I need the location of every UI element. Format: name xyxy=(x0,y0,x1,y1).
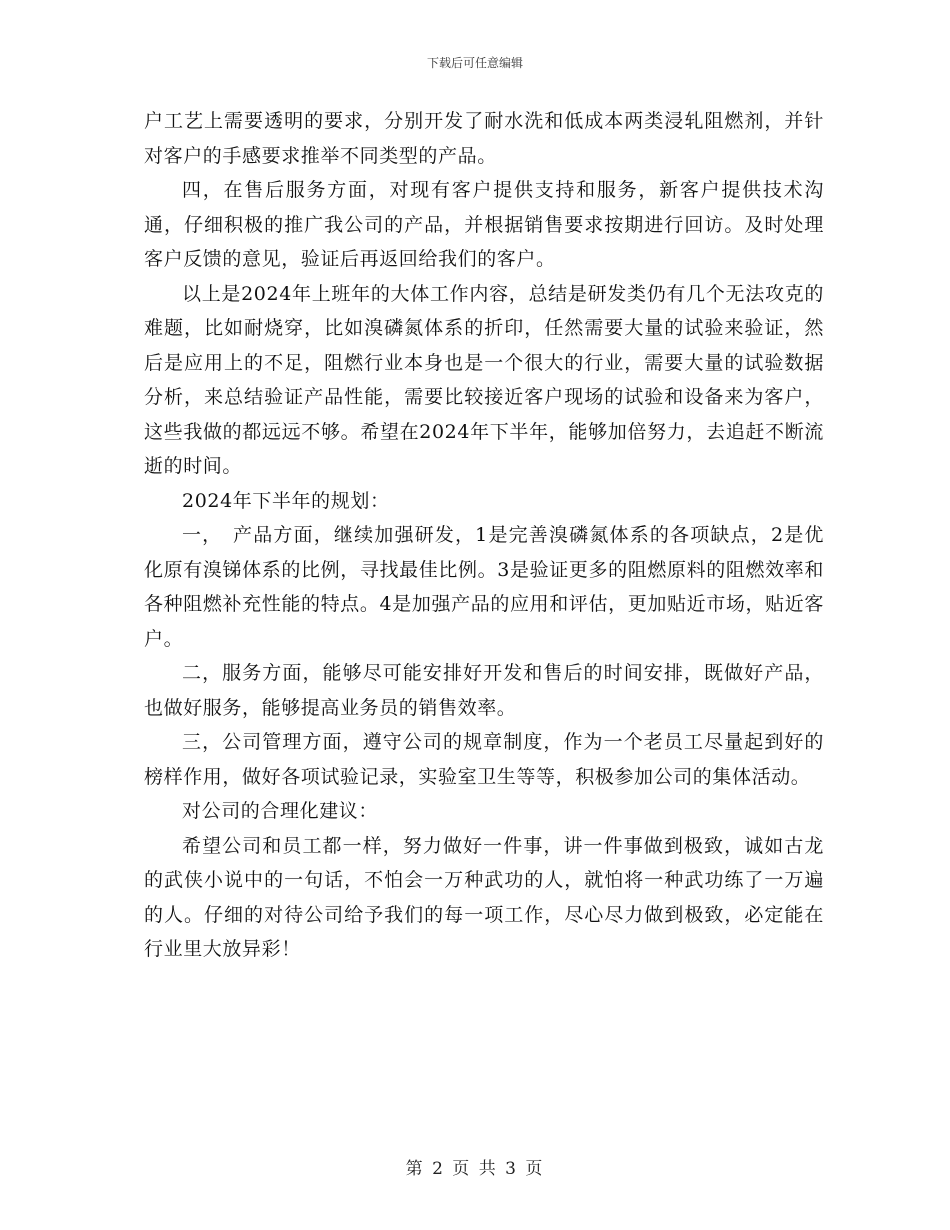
paragraph-1: 户工艺上需要透明的要求，分别开发了耐水洗和低成本两类浸轧阻燃剂，并针对客户的手感要求推举不同类型的产品。 xyxy=(144,110,824,167)
page-header: 下载后可任意编辑 xyxy=(426,56,523,70)
paragraph-2: 四，在售后服务方面，对现有客户提供支持和服务，新客户提供技术沟通，仔细积极的推广我公司的产品，并根据销售要求按期进行回访。及时处理客户反馈的意见，验证后再返回给我们的客户。 xyxy=(144,179,824,270)
document-body xyxy=(144,104,824,967)
paragraph-7: 三，公司管理方面，遵守公司的规章制度，作为一个老员工尽量起到好的榜样作用，做好各项试验记录，实验室卫生等等，积极参加公司的集体活动。 xyxy=(144,731,824,788)
paragraph-9: 希望公司和员工都一样，努力做好一件事，讲一件事做到极致，诚如古龙的武侠小说中的一句话，不怕会一万种武功的人，就怕将一种武功练了一万遍的人。仔细的对待公司给予我们的每一项工作，尽心尽力做到极致，必定能在行业里大放异彩！ xyxy=(144,834,824,960)
paragraph-4: 2024年下半年的规划： xyxy=(182,489,390,512)
paragraph-6: 二，服务方面，能够尽可能安排好开发和售后的时间安排，既做好产品，也做好服务，能够提高业务员的销售效率。 xyxy=(144,662,824,719)
paragraph-8: 对公司的合理化建议： xyxy=(182,800,379,822)
paragraph-3: 以上是2024年上班年的大体工作内容，总结是研发类仍有几个无法攻克的难题，比如耐烧穿，比如溴磷氮体系的折印，任然需要大量的试验来验证，然后是应用上的不足，阻燃行业本身也是一个很大的行业，需要大量的试验数据分析，来总结验证产品性能，需要比较接近客户现场的试验和设备来为客户，这些我做的都远远不够。希望在2024年下半年，能够加倍努力，去追赶不断流逝的时间。 xyxy=(144,282,824,477)
page-footer: 第 2 页 共 3 页 xyxy=(405,1159,545,1179)
paragraph-5: 一， 产品方面，继续加强研发，1是完善溴磷氮体系的各项缺点，2是优化原有溴锑体系的比例，寻找最佳比例。3是验证更多的阻燃原料的阻燃效率和各种阻燃补充性能的特点。4是加强产品的应用和评估，更加贴近市场，贴近客户。 xyxy=(144,524,824,650)
